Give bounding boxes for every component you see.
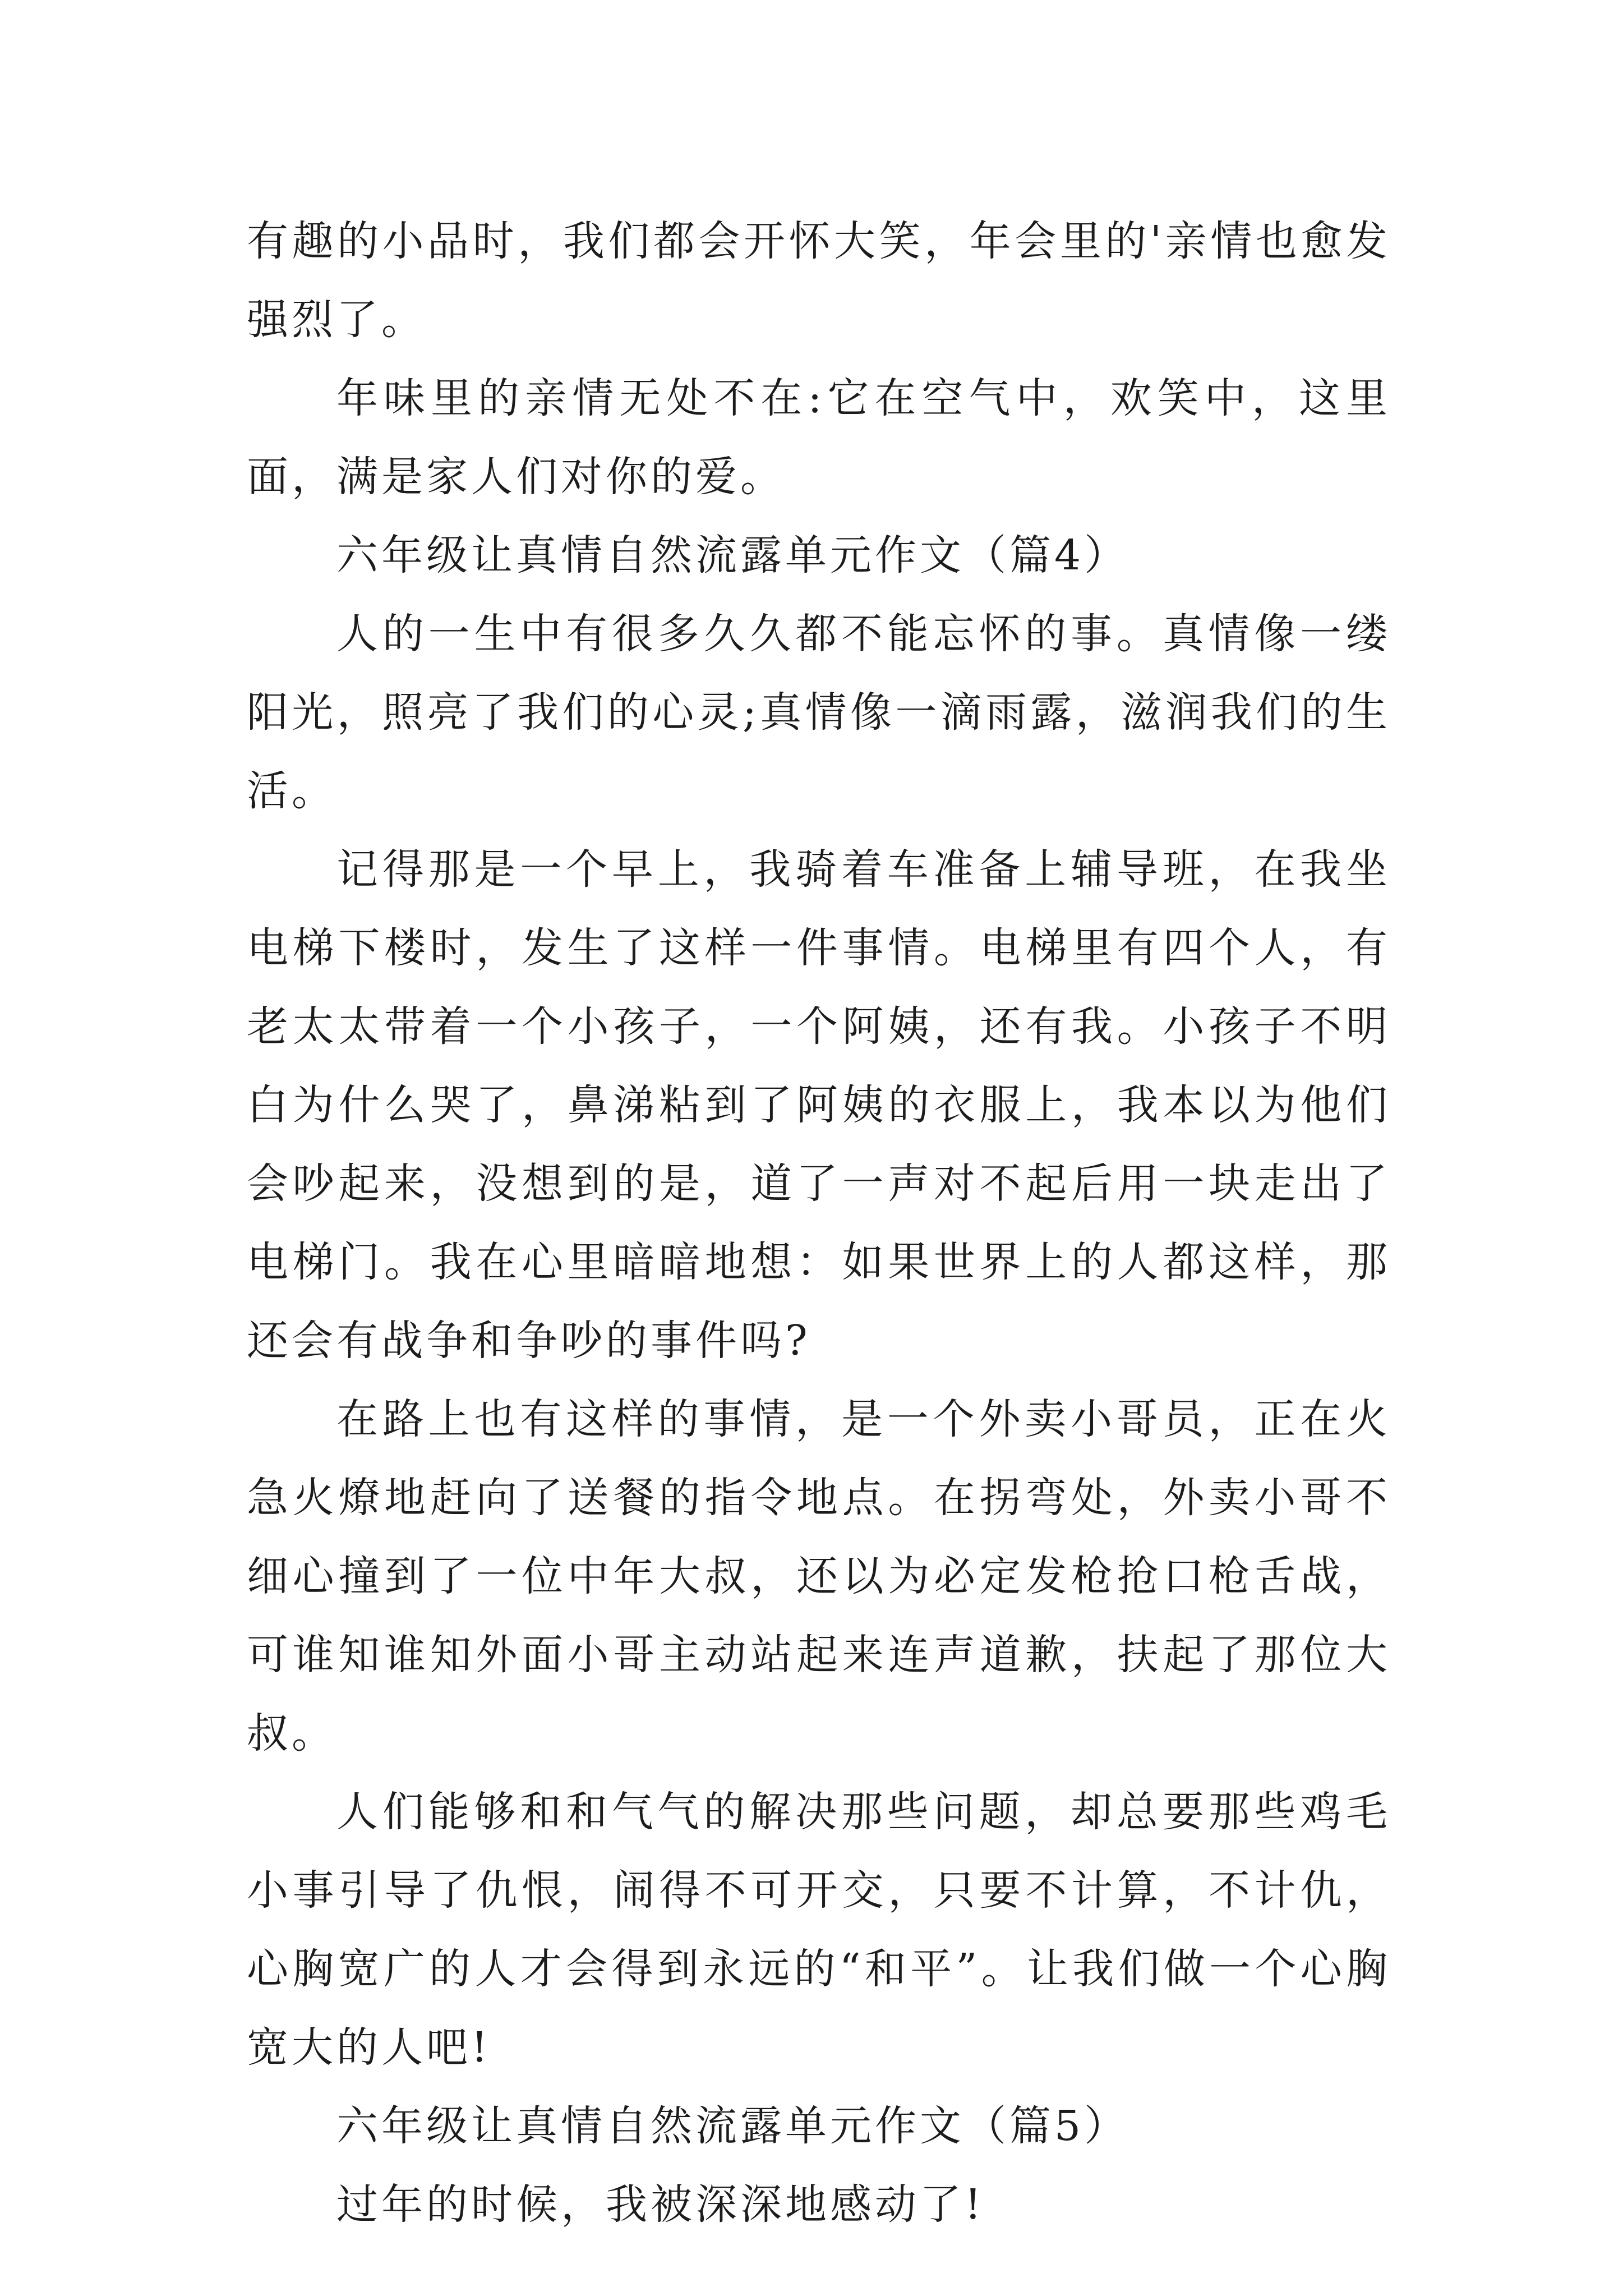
- section-heading-part-5: 六年级让真情自然流露单元作文（篇5）: [336, 2102, 1129, 2150]
- section-heading-part-4: 六年级让真情自然流露单元作文（篇4）: [336, 531, 1129, 579]
- paragraph: 记得那是一个早上，我骑着车准备上辅导班，在我坐电梯下楼时，发生了这样一件事情。电梯里有四个人，有老太太带着一个小孩子，一个阿姨，还有我。小孩子不明白为什么哭了，鼻涕粘到了阿姨的衣服上，我本以为他们会吵起来，没想到的是，道了一声对不起后用一块走出了电梯门。我在心里暗暗地想：如果世界上的人都这样，那还会有战争和争吵的事件吗?: [247, 845, 1391, 1365]
- paragraph-continuation: 有趣的小品时，我们都会开怀大笑，年会里的'亲情也愈发强烈了。: [247, 217, 1391, 344]
- paragraph: 年味里的亲情无处不在:它在空气中，欢笑中，这里面，满是家人们对你的爱。: [247, 374, 1391, 501]
- paragraph: 在路上也有这样的事情，是一个外卖小哥员，正在火急火燎地赶向了送餐的指令地点。在拐弯处，外卖小哥不细心撞到了一位中年大叔，还以为必定发枪抢口枪舌战，可谁知谁知外面小哥主动站起来连声道歉，扶起了那位大叔。: [247, 1395, 1391, 1757]
- paragraph: 过年的时候，我被深深地感动了!: [336, 2180, 985, 2229]
- paragraph: 人的一生中有很多久久都不能忘怀的事。真情像一缕阳光，照亮了我们的心灵;真情像一滴雨露，滋润我们的生活。: [247, 610, 1391, 815]
- paragraph: 人们能够和和气气的解决那些问题，却总要那些鸡毛小事引导了仇恨，闹得不可开交，只要不计算，不计仇，心胸宽广的人才会得到永远的“和平”。让我们做一个心胸宽大的人吧!: [247, 1788, 1391, 2072]
- article-body: [247, 202, 1391, 2244]
